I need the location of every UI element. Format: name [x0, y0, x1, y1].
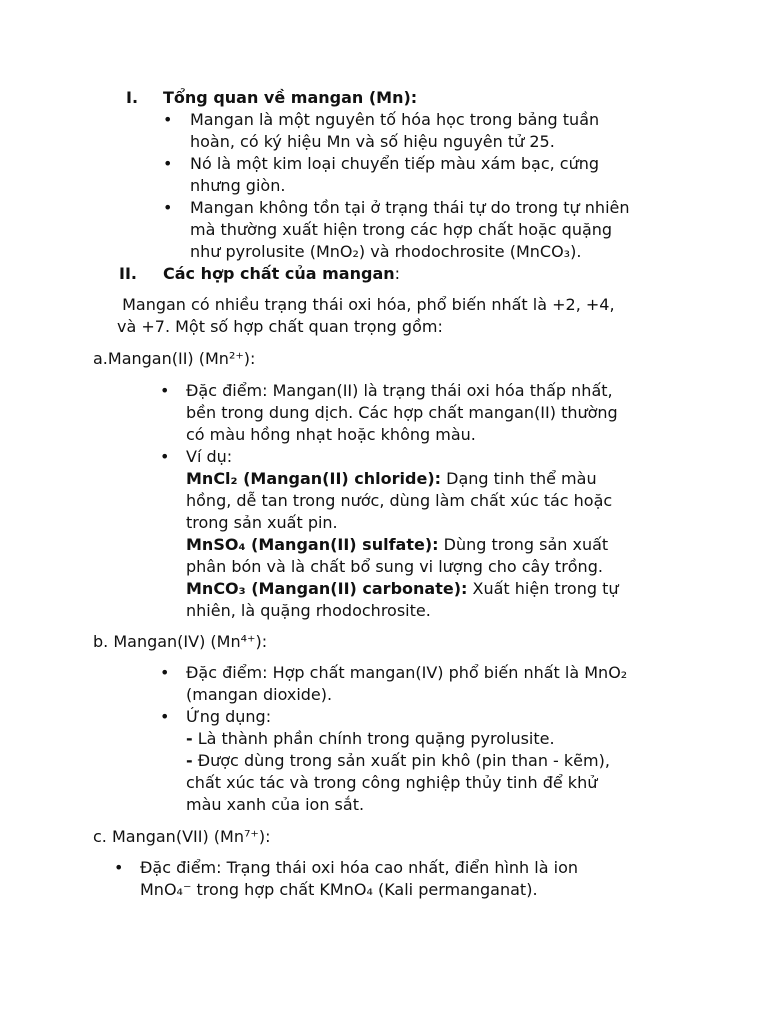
usage-text: Được dùng trong sản xuất pin khô (pin than - kẽm), — [192, 751, 610, 770]
section-1-bullet-3-line-1: Mangan không tồn tại ở trạng thái tự do trong tự nhiên — [190, 198, 630, 217]
mnso4-desc: Dùng trong sản xuất — [438, 535, 609, 554]
section-1-numeral: I. — [126, 88, 139, 107]
part-a-example-3-line-2: nhiên, là quặng rhodochrosite. — [186, 601, 431, 620]
section-1-bullet-1-line-1: Mangan là một nguyên tố hóa học trong bảng tuần — [190, 110, 600, 129]
part-c-heading: c. Mangan(VII) (Mn⁷⁺): — [93, 827, 271, 846]
section-2-heading-colon: : — [394, 264, 401, 283]
part-b-feature-line-2: (mangan dioxide). — [186, 685, 333, 704]
part-b-feature-line-1: Đặc điểm: Hợp chất mangan(IV) phổ biến nhất là MnO₂ — [186, 663, 628, 682]
part-a-example-1-line-3: trong sản xuất pin. — [186, 513, 338, 532]
bullet-icon: • — [114, 858, 124, 877]
part-a-example-label: Ví dụ: — [186, 447, 233, 466]
part-a-example-1 — [186, 468, 597, 490]
part-a-heading: a.Mangan(II) (Mn²⁺): — [93, 349, 256, 368]
part-b-usage-line-2 — [186, 750, 610, 772]
section-1-bullet-3-line-3: như pyrolusite (MnO₂) và rhodochrosite (MnCO₃). — [190, 242, 582, 261]
mncl2-desc: Dạng tinh thể màu — [441, 469, 597, 488]
section-1-bullet-2-line-2: nhưng giòn. — [190, 176, 286, 195]
section-2-heading: Các hợp chất của mangan — [163, 264, 395, 283]
section-1-bullet-3-line-2: mà thường xuất hiện trong các hợp chất hoặc quặng — [190, 220, 613, 239]
part-b-usage-line-4: màu xanh của ion sắt. — [186, 795, 365, 814]
part-b-usage-line-3: chất xúc tác và trong công nghiệp thủy tinh để khử — [186, 773, 598, 792]
bullet-icon: • — [160, 663, 170, 682]
part-a-example-2 — [186, 534, 608, 556]
part-b-usage-label: Ứng dụng: — [186, 707, 272, 726]
mnco3-term: MnCO₃ (Mangan(II) carbonate): — [186, 579, 468, 598]
part-a-feature-line-1: Đặc điểm: Mangan(II) là trạng thái oxi hóa thấp nhất, — [186, 381, 613, 400]
section-2-heading-line — [163, 263, 400, 285]
section-1-bullet-1-line-2: hoàn, có ký hiệu Mn và số hiệu nguyên tử 25. — [190, 132, 555, 151]
bullet-icon: • — [163, 154, 173, 173]
part-c-feature-line-1: Đặc điểm: Trạng thái oxi hóa cao nhất, điển hình là ion — [140, 858, 578, 877]
dash-mark: - — [186, 729, 193, 748]
part-a-example-3 — [186, 578, 619, 600]
part-a-example-2-line-2: phân bón và là chất bổ sung vi lượng cho cây trồng. — [186, 557, 603, 576]
part-b-heading: b. Mangan(IV) (Mn⁴⁺): — [93, 632, 268, 651]
dash-mark: - — [186, 751, 193, 770]
mnco3-desc: Xuất hiện trong tự — [467, 579, 619, 598]
section-2-intro-line-1: Mangan có nhiều trạng thái oxi hóa, phổ biến nhất là +2, +4, — [117, 295, 615, 314]
usage-text: Là thành phần chính trong quặng pyrolusite. — [192, 729, 555, 748]
part-a-feature-line-2: bền trong dung dịch. Các hợp chất mangan(II) thường — [186, 403, 618, 422]
bullet-icon: • — [160, 447, 170, 466]
mncl2-term: MnCl₂ (Mangan(II) chloride): — [186, 469, 442, 488]
part-a-example-1-line-2: hồng, dễ tan trong nước, dùng làm chất xúc tác hoặc — [186, 491, 613, 510]
bullet-icon: • — [160, 707, 170, 726]
section-2-intro-line-2: và +7. Một số hợp chất quan trọng gồm: — [117, 317, 443, 336]
bullet-icon: • — [163, 110, 173, 129]
section-1-bullet-2-line-1: Nó là một kim loại chuyển tiếp màu xám bạc, cứng — [190, 154, 600, 173]
section-1-heading: Tổng quan về mangan (Mn): — [163, 88, 418, 107]
mnso4-term: MnSO₄ (Mangan(II) sulfate): — [186, 535, 439, 554]
part-c-feature-line-2: MnO₄⁻ trong hợp chất KMnO₄ (Kali permanganat). — [140, 880, 538, 899]
bullet-icon: • — [163, 198, 173, 217]
part-a-feature-line-3: có màu hồng nhạt hoặc không màu. — [186, 425, 476, 444]
bullet-icon: • — [160, 381, 170, 400]
section-2-numeral: II. — [119, 264, 137, 283]
part-b-usage-line-1 — [186, 728, 555, 750]
